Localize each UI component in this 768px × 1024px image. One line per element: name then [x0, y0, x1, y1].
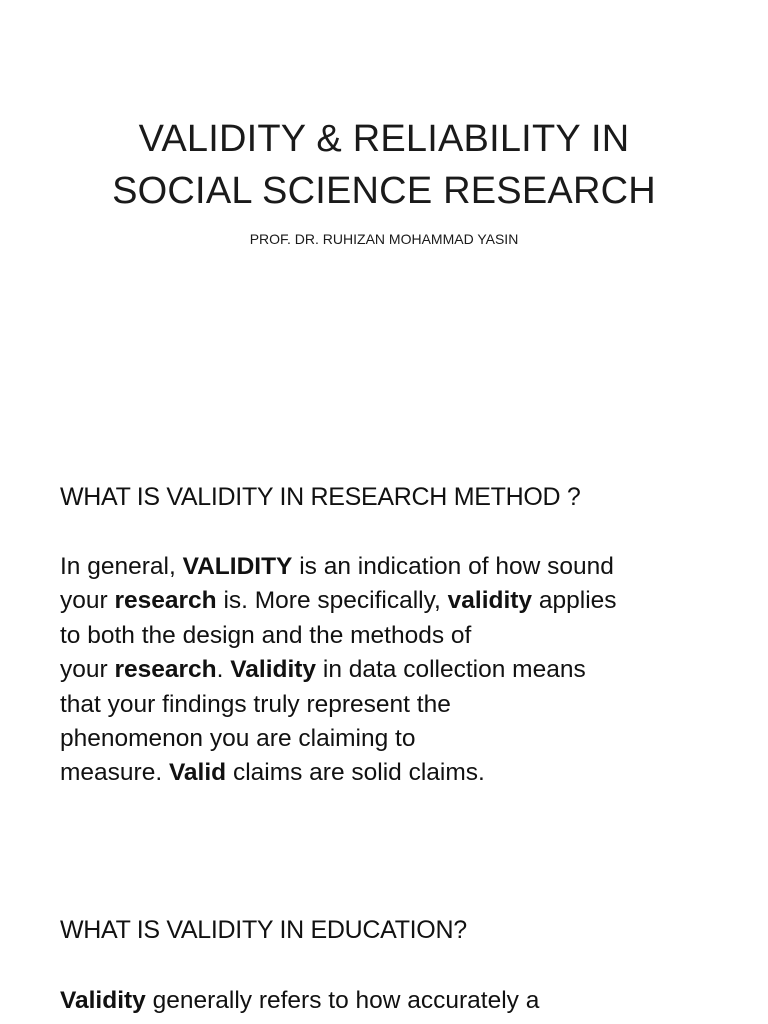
title-slide — [0, 0, 768, 432]
text-run: is an indication of how sound — [292, 553, 614, 580]
paragraph-line: phenomenon you are claiming to — [60, 725, 416, 753]
validity-education-paragraph — [60, 984, 740, 1018]
bold-term: Valid — [168, 759, 227, 787]
text-run: applies — [532, 587, 617, 615]
author-subtitle: PROF. DR. RUHIZAN MOHAMMAD YASIN — [249, 231, 519, 247]
bold-term: VALIDITY — [182, 553, 293, 580]
paragraph-line — [60, 653, 740, 687]
paragraph-line — [60, 584, 740, 618]
text-run: your — [60, 587, 115, 615]
text-run: is. More specifically, — [216, 587, 448, 615]
text-run: . — [216, 656, 231, 684]
bold-term: Validity — [230, 656, 317, 684]
section-heading-education: WHAT IS VALIDITY IN EDUCATION? — [60, 916, 467, 944]
bold-term: Validity — [60, 987, 146, 1014]
slide-title-line-1: VALIDITY & RELIABILITY IN — [138, 118, 630, 160]
slide-title-line-2: SOCIAL SCIENCE RESEARCH — [112, 170, 656, 212]
bold-term: validity — [447, 587, 533, 615]
bold-term: research — [114, 587, 217, 615]
paragraph-line — [60, 550, 740, 584]
text-run: claims are solid claims. — [226, 759, 485, 787]
slide-title — [0, 113, 768, 217]
bold-term: research — [114, 656, 217, 684]
paragraph-line: that your findings truly represent the — [60, 690, 451, 718]
text-run: your — [60, 656, 115, 684]
paragraph-line — [60, 756, 740, 790]
text-run: in data collection means — [316, 656, 586, 684]
validity-definition-paragraph — [60, 550, 740, 791]
text-run: measure. — [60, 759, 169, 787]
section-heading-research-method: WHAT IS VALIDITY IN RESEARCH METHOD ? — [60, 483, 581, 511]
text-run: generally refers to how accurately a — [145, 987, 540, 1014]
paragraph-line — [60, 984, 740, 1018]
paragraph-line: to both the design and the methods of — [60, 621, 472, 649]
content-slide — [0, 432, 768, 1024]
text-run: In general, — [60, 553, 183, 580]
